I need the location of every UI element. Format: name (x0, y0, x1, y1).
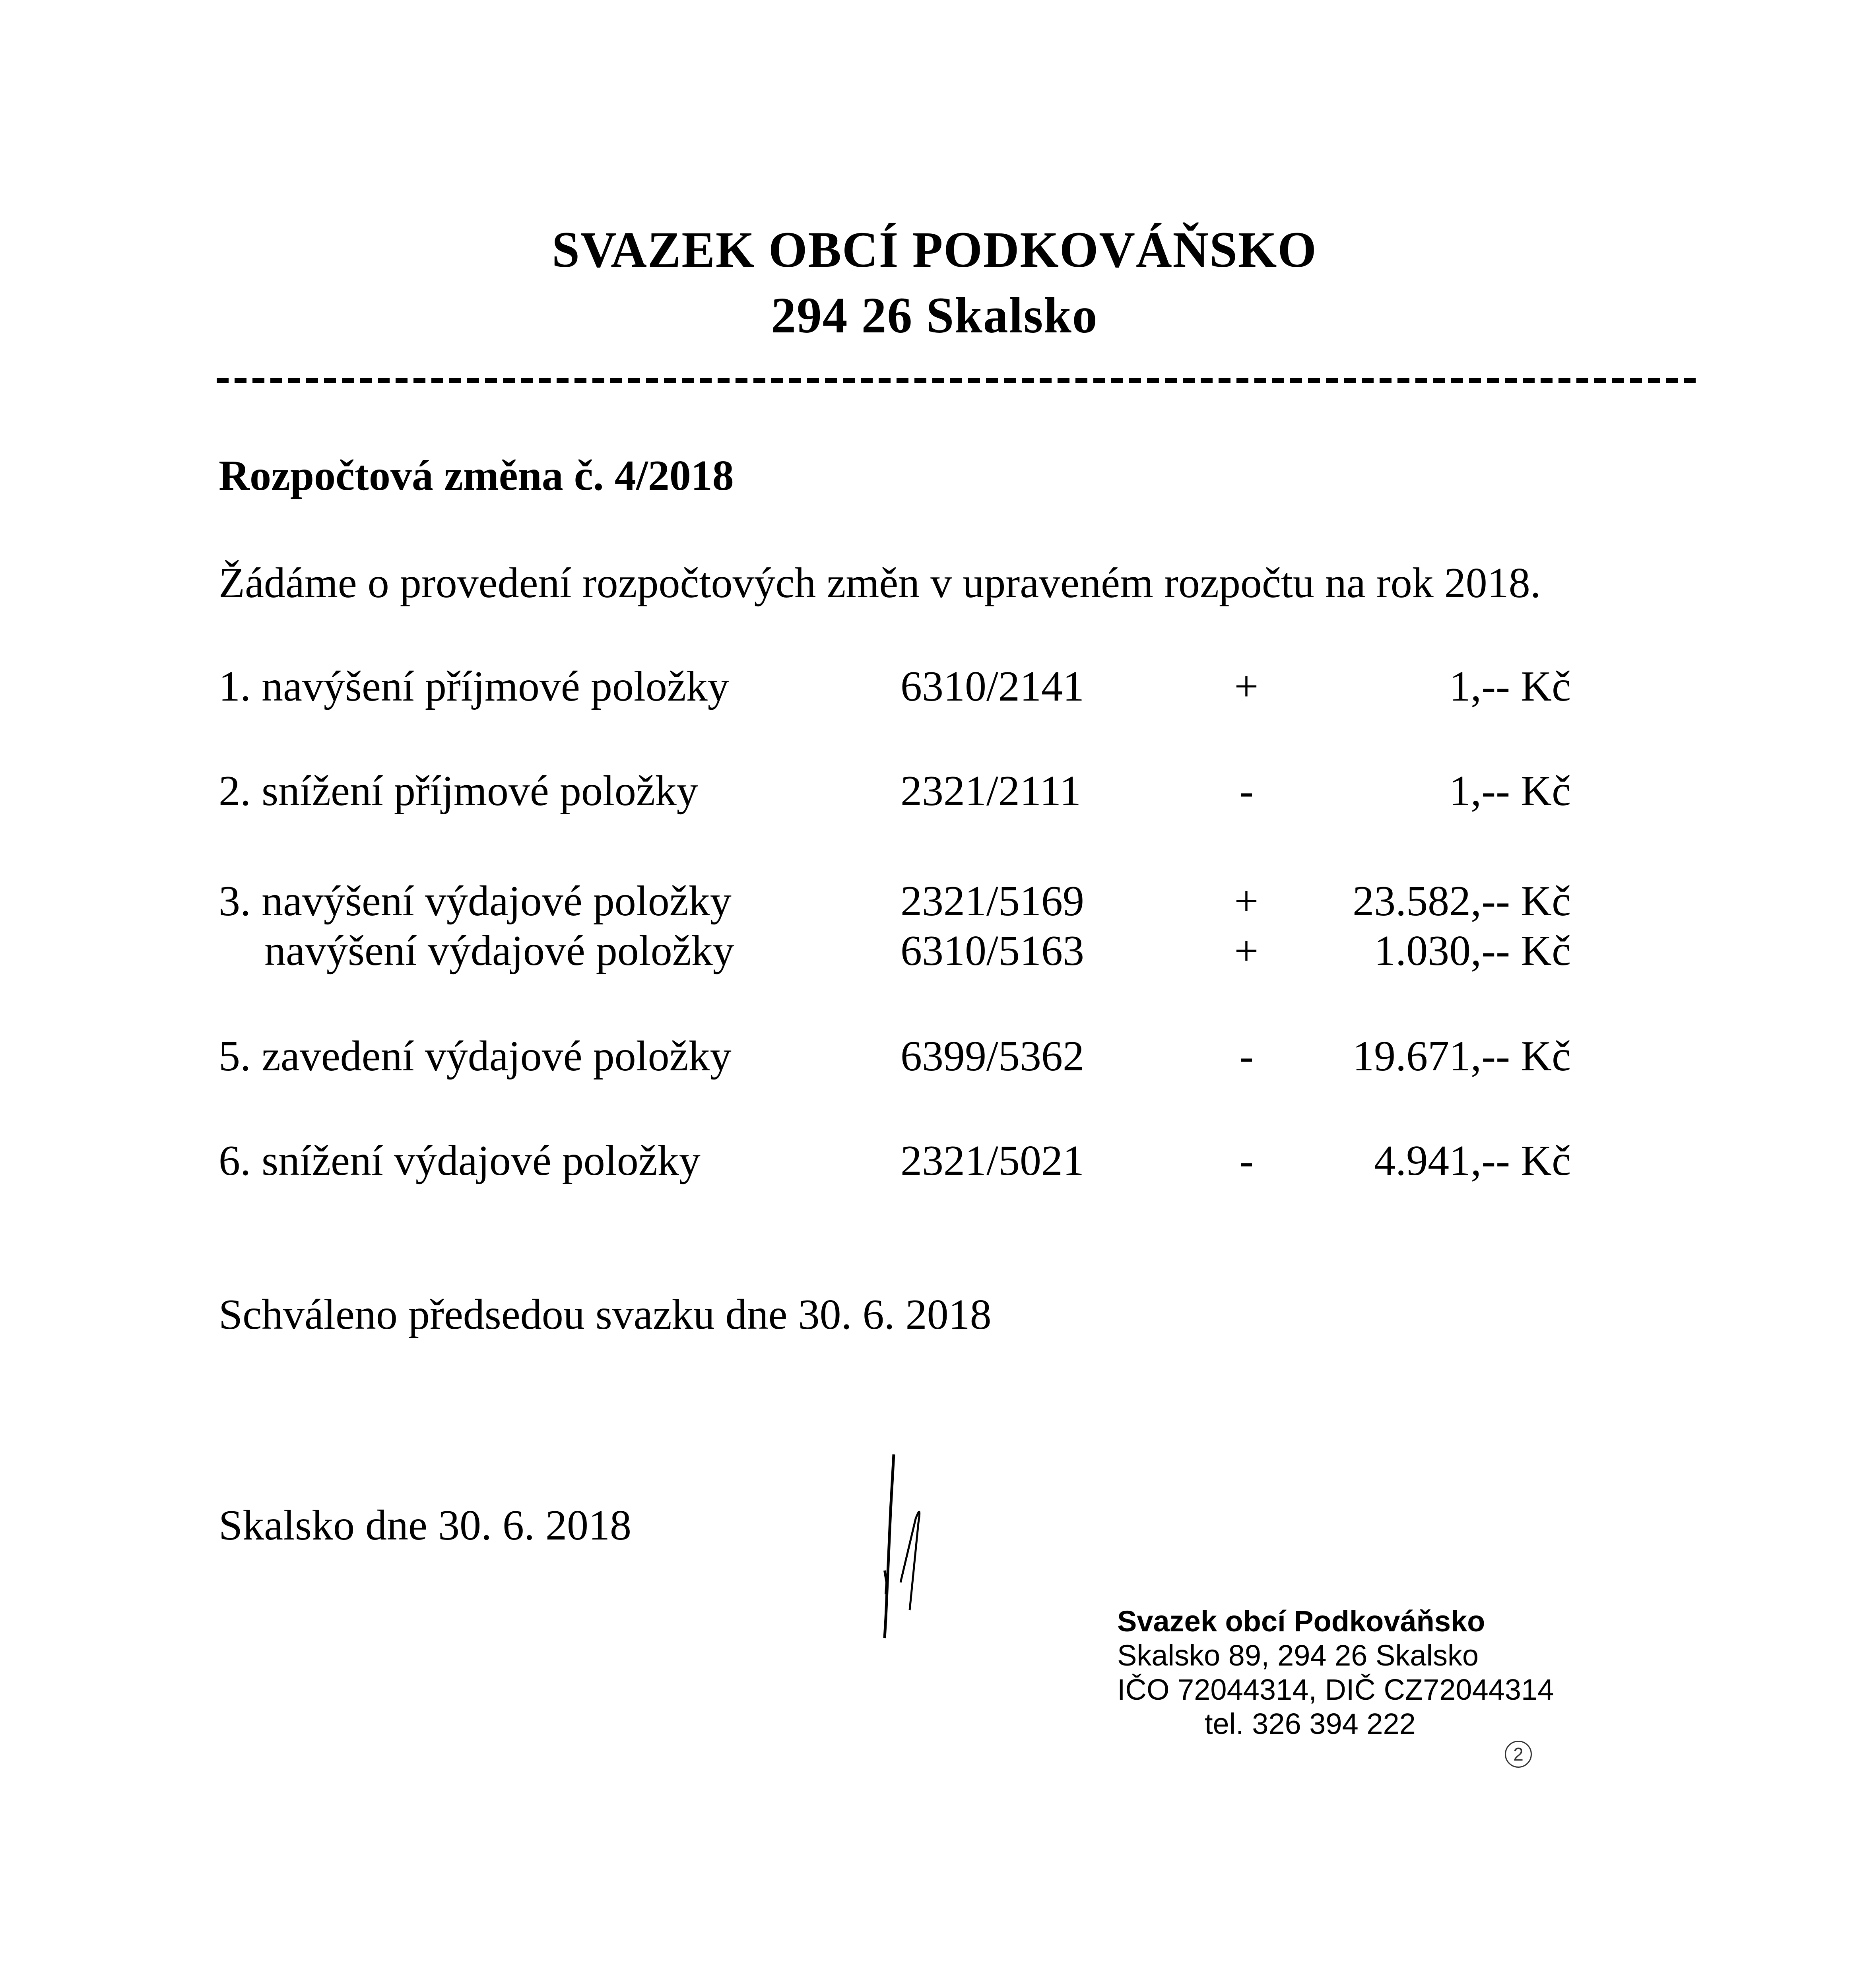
intro-text: Žádáme o provedení rozpočtových změn v upraveném rozpočtu na rok 2018. (219, 559, 1541, 607)
signature-stroke (885, 1571, 887, 1594)
item-amount: 1,-- Kč (1449, 767, 1571, 815)
item-amount: 4.941,-- Kč (1374, 1137, 1571, 1184)
approval-note: Schváleno předsedou svazku dne 30. 6. 2018 (219, 1291, 992, 1338)
item-label: 1. navýšení příjmové položky (219, 663, 729, 710)
stamp-address: Skalsko 89, 294 26 Skalsko (1117, 1639, 1479, 1672)
item-amount: 19.671,-- Kč (1353, 1033, 1571, 1080)
dashed-divider (217, 378, 1696, 383)
budget-item-row (0, 662, 1869, 714)
item-label: 2. snížení příjmové položky (219, 767, 698, 815)
item-label: 6. snížení výdajové položky (219, 1137, 701, 1184)
signature (835, 1451, 994, 1650)
item-sign: + (1234, 878, 1259, 925)
item-label: navýšení výdajové položky (264, 927, 734, 975)
item-sign: - (1239, 767, 1254, 815)
organization-title: SVAZEK OBCÍ PODKOVÁŇSKO (552, 221, 1317, 278)
item-label: 3. navýšení výdajové položky (219, 878, 732, 925)
organization-stamp (1117, 1604, 1562, 1771)
item-label: 5. zavedení výdajové položky (219, 1033, 732, 1080)
item-code: 6310/5163 (901, 927, 1085, 975)
stamp-name: Svazek obcí Podkováňsko (1117, 1605, 1485, 1638)
item-amount: 23.582,-- Kč (1353, 878, 1571, 925)
budget-item-row (0, 1136, 1869, 1188)
budget-item-row (0, 926, 1869, 978)
item-code: 2321/5169 (901, 878, 1085, 925)
item-sign: + (1234, 927, 1259, 975)
place-and-date: Skalsko dne 30. 6. 2018 (219, 1502, 631, 1549)
stamp-ids: IČO 72044314, DIČ CZ72044314 (1117, 1673, 1554, 1706)
organization-address: 294 26 Skalsko (771, 287, 1098, 344)
stamp-number-circle: 2 (1505, 1741, 1532, 1768)
document-heading: Rozpočtová změna č. 4/2018 (219, 452, 734, 499)
item-code: 2321/2111 (901, 767, 1081, 815)
signature-stroke (885, 1454, 894, 1638)
item-amount: 1.030,-- Kč (1374, 927, 1571, 975)
budget-item-row (0, 1032, 1869, 1083)
item-code: 6310/2141 (901, 663, 1085, 710)
signature-stroke (901, 1512, 920, 1610)
stamp-phone: tel. 326 394 222 (1205, 1707, 1416, 1740)
item-sign: - (1239, 1137, 1254, 1184)
budget-item-row (0, 877, 1869, 928)
budget-item-row (0, 767, 1869, 818)
item-code: 2321/5021 (901, 1137, 1085, 1184)
item-sign: + (1234, 663, 1259, 710)
item-amount: 1,-- Kč (1449, 663, 1571, 710)
item-sign: - (1239, 1033, 1254, 1080)
item-code: 6399/5362 (901, 1033, 1085, 1080)
